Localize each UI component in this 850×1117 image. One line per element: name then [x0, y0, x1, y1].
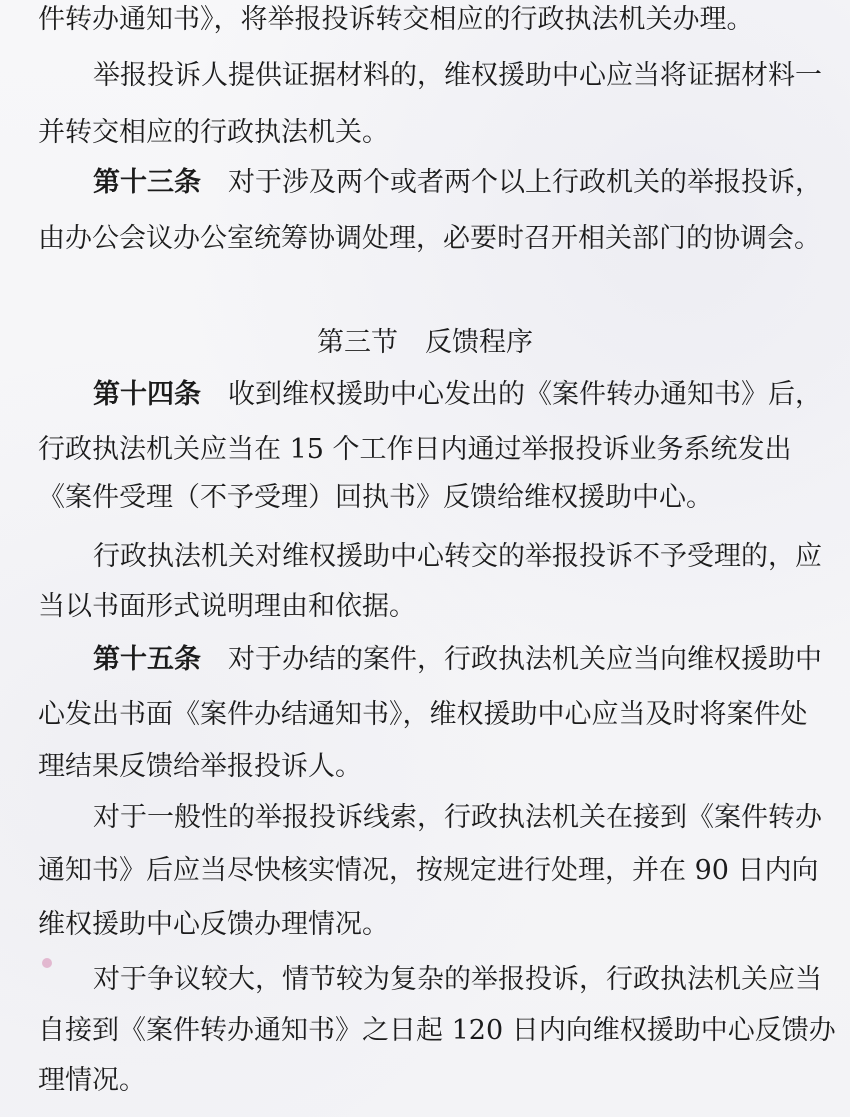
line-text: 《案件受理（不予受理）回执书》反馈给维权援助中心。 [38, 482, 713, 513]
text-line [38, 219, 821, 259]
text-line [38, 113, 389, 153]
line-text: 收到维权援助中心发出的《案件转办通知书》后， [201, 379, 822, 410]
line-text: 举报投诉人提供证据材料的，维权援助中心应当将证据材料一 [93, 60, 822, 91]
text-line [93, 960, 822, 1000]
line-text: 件转办通知书》，将举报投诉转交相应的行政执法机关办理。 [38, 4, 754, 35]
section-heading [0, 323, 850, 363]
line-text: 自接到《案件转办通知书》之日起 120 日内向维权援助中心反馈办 [38, 1015, 836, 1046]
text-line [38, 0, 754, 40]
line-text: 通知书》后应当尽快核实情况，按规定进行处理，并在 90 日内向 [38, 855, 819, 886]
line-text: 当以书面形式说明理由和依据。 [38, 591, 416, 622]
article-heading: 第十三条 [93, 167, 201, 198]
text-line [38, 587, 416, 627]
line-text: 心发出书面《案件办结通知书》，维权援助中心应当及时将案件处 [38, 699, 808, 730]
article-heading: 第十四条 [93, 379, 201, 410]
article-14-line [93, 375, 822, 415]
article-15-line [93, 640, 822, 680]
line-text: 由办公会议办公室统筹协调处理，必要时召开相关部门的协调会。 [38, 223, 821, 254]
text-line [38, 478, 713, 518]
line-text: 行政执法机关对维权援助中心转交的举报投诉不予受理的，应 [93, 541, 822, 572]
ink-speck [42, 958, 52, 968]
line-text: 行政执法机关应当在 15 个工作日内通过举报投诉业务系统发出 [38, 434, 792, 465]
text-line [38, 430, 792, 470]
text-line [38, 851, 819, 891]
text-line [38, 1011, 836, 1051]
line-text: 并转交相应的行政执法机关。 [38, 117, 389, 148]
line-text: 理情况。 [38, 1065, 146, 1096]
text-line [38, 695, 808, 735]
text-line [38, 747, 362, 787]
article-heading: 第十五条 [93, 644, 201, 675]
article-13-line [93, 163, 822, 203]
text-line [93, 537, 822, 577]
line-text: 对于一般性的举报投诉线索，行政执法机关在接到《案件转办 [93, 802, 822, 833]
line-text: 对于办结的案件，行政执法机关应当向维权援助中 [201, 644, 822, 675]
text-line [93, 798, 822, 838]
section-title: 第三节 反馈程序 [317, 327, 533, 358]
line-text: 对于涉及两个或者两个以上行政机关的举报投诉， [201, 167, 822, 198]
line-text: 维权援助中心反馈办理情况。 [38, 909, 389, 940]
line-text: 对于争议较大，情节较为复杂的举报投诉，行政执法机关应当 [93, 964, 822, 995]
text-line [38, 905, 389, 945]
text-line [38, 1061, 146, 1101]
line-text: 理结果反馈给举报投诉人。 [38, 751, 362, 782]
text-line [93, 56, 822, 96]
